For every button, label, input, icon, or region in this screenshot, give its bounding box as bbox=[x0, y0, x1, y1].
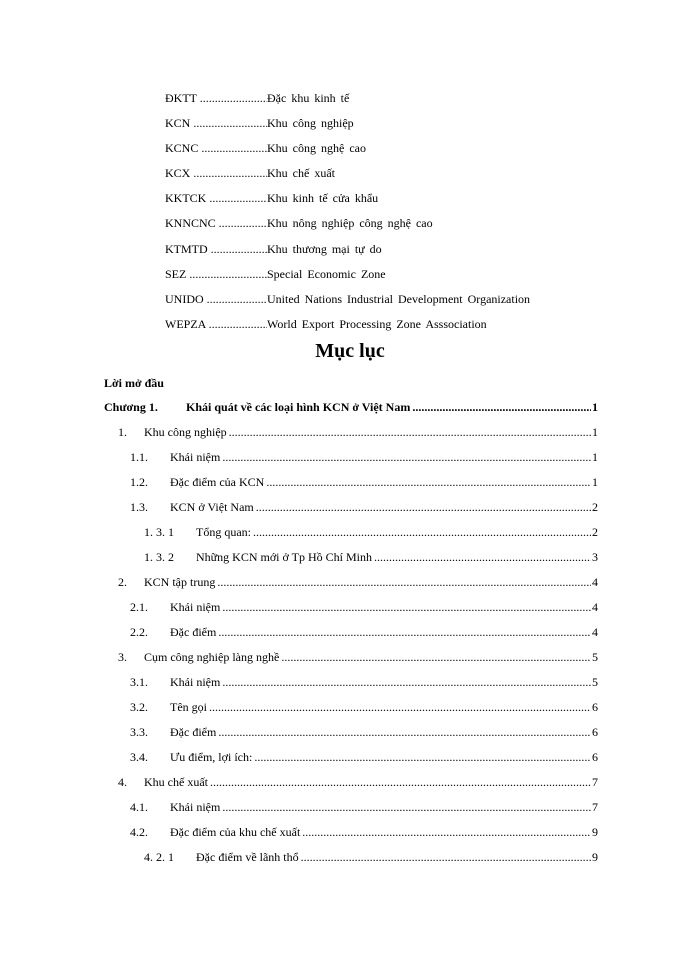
toc-entry-text: Đặc điểm của KCN bbox=[170, 475, 265, 489]
dot-leader bbox=[222, 447, 591, 472]
abbreviation-row bbox=[165, 88, 605, 113]
abbreviation-row bbox=[165, 264, 605, 289]
toc-entry-text: Khu chế xuất bbox=[144, 775, 208, 789]
toc-entry-text: Ưu điểm, lợi ích: bbox=[170, 750, 253, 764]
abbreviation-row bbox=[165, 239, 605, 264]
toc-entry-text: Khái quát về các loại hình KCN ở Việt Nam bbox=[186, 400, 411, 414]
toc-entry-number: 4.2. bbox=[130, 825, 148, 839]
toc-entry[interactable] bbox=[104, 622, 598, 647]
toc-entry-number: 1. 3. 2 bbox=[144, 550, 174, 564]
toc-entry-page: 4 bbox=[592, 600, 598, 614]
abbreviation-code: SEZ bbox=[165, 266, 187, 281]
toc-entry-page: 1 bbox=[592, 425, 598, 439]
toc-entry[interactable] bbox=[104, 497, 598, 522]
dot-leader bbox=[209, 697, 591, 722]
dot-leader bbox=[256, 497, 591, 522]
toc-entry-text: Đặc điểm về lãnh thổ bbox=[196, 850, 299, 864]
abbreviation-meaning: United Nations Industrial Development Organization bbox=[267, 291, 531, 306]
abbreviation-row bbox=[165, 163, 605, 188]
abbreviation-meaning: Đặc khu kinh tế bbox=[267, 91, 350, 105]
toc-entry[interactable] bbox=[104, 447, 598, 472]
abbreviation-meaning: World Export Processing Zone Asssociation bbox=[267, 316, 487, 331]
abbreviation-row bbox=[165, 213, 605, 238]
toc-entry-text: Tổng quan: bbox=[196, 525, 251, 539]
toc-entry[interactable] bbox=[104, 797, 598, 822]
toc-entry-number: 1. bbox=[118, 425, 127, 439]
toc-entry-text: Khái niệm bbox=[170, 800, 221, 814]
toc-entry-chapter-1[interactable] bbox=[104, 397, 598, 422]
toc-entry-number: 3. bbox=[118, 650, 127, 664]
toc-entry-text: Khái niệm bbox=[170, 600, 221, 614]
abbreviation-code: UNIDO bbox=[165, 291, 204, 306]
toc-entry-text: Những KCN mới ở Tp Hồ Chí Minh bbox=[196, 550, 372, 564]
dot-leader bbox=[222, 797, 591, 822]
toc-entry[interactable] bbox=[104, 472, 598, 497]
toc-entry-page: 1 bbox=[592, 475, 598, 489]
toc-entry-page: 7 bbox=[592, 775, 598, 789]
dot-leader bbox=[217, 572, 591, 597]
toc-entry-page: 1 bbox=[592, 400, 598, 414]
abbreviation-row bbox=[165, 138, 605, 163]
toc-entry[interactable] bbox=[104, 522, 598, 547]
toc-title: Mục lục bbox=[315, 340, 385, 362]
toc-entry-page: 5 bbox=[592, 650, 598, 664]
toc-entry-number: 2.2. bbox=[130, 625, 148, 639]
abbreviation-meaning: Khu chế xuất bbox=[267, 166, 335, 181]
toc-entry-text: KCN ở Việt Nam bbox=[170, 500, 254, 514]
toc-entry-number: 3.4. bbox=[130, 750, 148, 764]
toc-entry-number: 4. bbox=[118, 775, 127, 789]
toc-entry-page: 9 bbox=[592, 825, 598, 839]
abbreviation-list bbox=[165, 88, 605, 339]
toc-entry-text: Khái niệm bbox=[170, 675, 221, 689]
dot-leader bbox=[281, 647, 591, 672]
toc-entry-text: KCN tập trung bbox=[144, 575, 216, 589]
toc-entry[interactable] bbox=[104, 572, 598, 597]
toc-entry-page: 3 bbox=[592, 550, 598, 564]
toc-entry-page: 6 bbox=[592, 700, 598, 714]
toc-entry-text: Đặc điểm bbox=[170, 625, 217, 639]
abbreviation-code: KTMTD bbox=[165, 241, 208, 256]
toc-entry[interactable] bbox=[104, 722, 598, 747]
toc-entry-page: 1 bbox=[592, 450, 598, 464]
abbreviation-code: KNNCNC bbox=[165, 216, 216, 231]
abbreviation-meaning: Khu công nghệ cao bbox=[267, 141, 366, 156]
toc-entry-page: 7 bbox=[592, 800, 598, 814]
dot-leader bbox=[301, 847, 591, 872]
abbreviation-row bbox=[165, 314, 605, 339]
toc-entry[interactable] bbox=[104, 822, 598, 847]
toc-entry-text: Khái niệm bbox=[170, 450, 221, 464]
toc-entry-text: Đặc điểm bbox=[170, 725, 217, 739]
abbreviation-code: KKTCK bbox=[165, 191, 207, 206]
toc-entry-page: 9 bbox=[592, 850, 598, 864]
abbreviation-code: ĐKTT bbox=[165, 91, 197, 105]
dot-leader bbox=[218, 722, 591, 747]
toc-entry[interactable] bbox=[104, 847, 598, 872]
toc-entry-page: 4 bbox=[592, 625, 598, 639]
toc-entry[interactable] bbox=[104, 672, 598, 697]
dot-leader bbox=[412, 397, 591, 422]
dot-leader bbox=[302, 822, 591, 847]
toc-entry-page: 2 bbox=[592, 500, 598, 514]
toc-entry-number: 2. bbox=[118, 575, 127, 589]
abbreviation-code: KCN bbox=[165, 116, 191, 131]
toc-entry[interactable] bbox=[104, 547, 598, 572]
abbreviation-code: WEPZA bbox=[165, 316, 206, 331]
toc-entry[interactable] bbox=[104, 697, 598, 722]
abbreviation-meaning: Khu kinh tế cửa khẩu bbox=[267, 191, 379, 206]
toc-entry-page: 6 bbox=[592, 725, 598, 739]
table-of-contents bbox=[104, 372, 598, 872]
toc-entry-number: 4. 2. 1 bbox=[144, 850, 174, 864]
abbreviation-meaning: Special Economic Zone bbox=[267, 266, 386, 281]
toc-entry-page: 4 bbox=[592, 575, 598, 589]
abbreviation-row bbox=[165, 188, 605, 213]
abbreviation-code: KCX bbox=[165, 166, 191, 181]
abbreviation-meaning: Khu thương mại tự do bbox=[267, 241, 382, 256]
toc-entry-number: 3.2. bbox=[130, 700, 148, 714]
dot-leader bbox=[222, 672, 591, 697]
dot-leader bbox=[210, 772, 591, 797]
dot-leader bbox=[229, 422, 591, 447]
dot-leader bbox=[222, 597, 591, 622]
dot-leader bbox=[253, 522, 591, 547]
dot-leader bbox=[374, 547, 591, 572]
toc-entry-number: 1.3. bbox=[130, 500, 148, 514]
toc-entry-text: Cụm công nghiệp làng nghề bbox=[144, 650, 280, 664]
abbreviation-meaning: Khu nông nghiệp công nghệ cao bbox=[267, 216, 433, 231]
toc-entry-number: 4.1. bbox=[130, 800, 148, 814]
toc-entry-text: Tên gọi bbox=[170, 700, 207, 714]
toc-entry-page: 6 bbox=[592, 750, 598, 764]
toc-entry-number: 2.1. bbox=[130, 600, 148, 614]
abbreviation-code: KCNC bbox=[165, 141, 199, 156]
toc-entry[interactable] bbox=[104, 597, 598, 622]
toc-entry-number: 1.2. bbox=[130, 475, 148, 489]
toc-entry[interactable] bbox=[104, 772, 598, 797]
abbreviation-meaning: Khu công nghiệp bbox=[267, 116, 354, 131]
toc-entry[interactable] bbox=[104, 747, 598, 772]
toc-entry-number: Chương 1. bbox=[104, 400, 158, 414]
abbreviation-row bbox=[165, 113, 605, 138]
toc-entry-number: 1. 3. 1 bbox=[144, 525, 174, 539]
toc-intro-link[interactable]: Lời mở đầu bbox=[104, 376, 164, 390]
toc-entry[interactable] bbox=[104, 647, 598, 672]
dot-leader bbox=[218, 622, 591, 647]
abbreviation-row bbox=[165, 289, 605, 314]
toc-entry-number: 1.1. bbox=[130, 450, 148, 464]
toc-entry-text: Đặc điểm của khu chế xuất bbox=[170, 825, 301, 839]
toc-entry-number: 3.1. bbox=[130, 675, 148, 689]
dot-leader bbox=[266, 472, 591, 497]
toc-entry-page: 2 bbox=[592, 525, 598, 539]
toc-entry-text: Khu công nghiệp bbox=[144, 425, 227, 439]
toc-entry-number: 3.3. bbox=[130, 725, 148, 739]
toc-entry-page: 5 bbox=[592, 675, 598, 689]
dot-leader bbox=[254, 747, 591, 772]
toc-entry[interactable] bbox=[104, 422, 598, 447]
